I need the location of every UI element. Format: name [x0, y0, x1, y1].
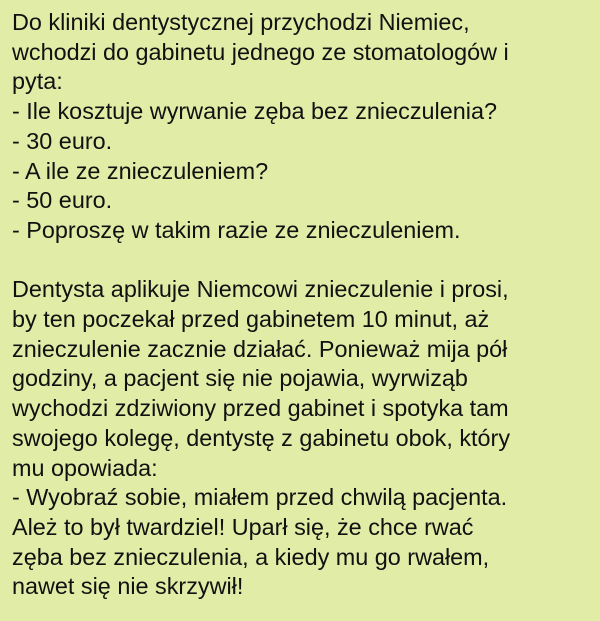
text-line: Do kliniki dentystycznej przychodzi Niemiec,	[12, 9, 470, 35]
text-line: - 50 euro.	[12, 187, 113, 214]
text-line: wchodzi do gabinetu jednego ze stomatologów i	[12, 38, 509, 65]
text-line: Ależ to był twardziel! Uparł się, że chce rwać	[12, 513, 474, 540]
text-line: znieczulenie zacznie działać. Ponieważ mija pół	[12, 335, 508, 362]
text-line: - Wyobraź sobie, miałem przed chwilą pacjenta.	[12, 484, 508, 511]
text-line: swojego kolegę, dentystę z gabinetu obok, który	[12, 424, 511, 451]
text-line: wychodzi zdziwiony przed gabinet i spotyka tam	[12, 395, 509, 422]
text-line: mu opowiada:	[12, 454, 158, 481]
text-line: pyta:	[12, 68, 63, 95]
text-line: nawet się nie skrzywił!	[12, 573, 244, 600]
text-line: - Poproszę w takim razie ze znieczuleniem.	[12, 216, 461, 243]
paragraph-story	[12, 275, 594, 602]
paragraph-gap	[12, 246, 594, 276]
text-line: Dentysta aplikuje Niemcowi znieczulenie i prosi,	[12, 276, 509, 303]
text-line: godziny, a pacjent się nie pojawia, wyrwiząb	[12, 365, 468, 392]
text-line: zęba bez znieczulenia, a kiedy mu go rwałem,	[12, 543, 490, 570]
text-line: - A ile ze znieczuleniem?	[12, 157, 269, 184]
text-line: by ten poczekał przed gabinetem 10 minut, aż	[12, 306, 490, 333]
text-line: - Ile kosztuje wyrwanie zęba bez znieczulenia?	[12, 98, 497, 125]
text-line: - 30 euro.	[12, 127, 113, 154]
paragraph-dialogue	[12, 8, 594, 246]
